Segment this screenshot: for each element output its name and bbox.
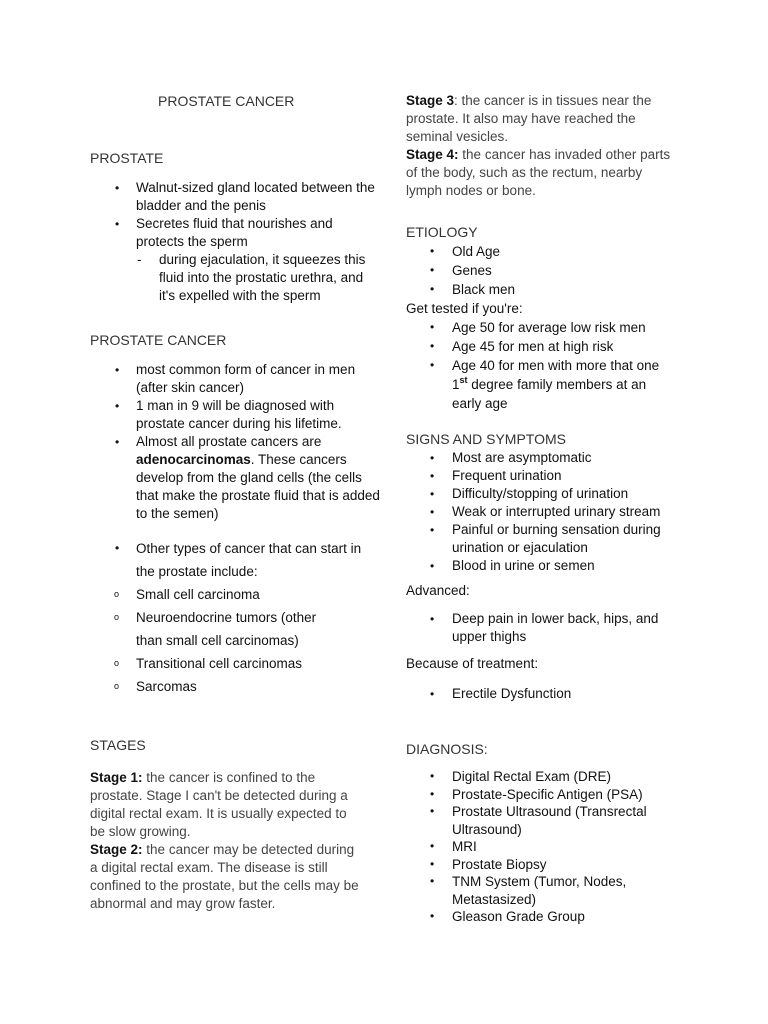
- item-text: Age 40 for men with more that one 1: [452, 358, 660, 392]
- stages-continued: [406, 92, 681, 200]
- list-item: • Age 50 for average low risk men: [406, 318, 696, 337]
- stage-1: [90, 769, 365, 841]
- treatment-label: Because of treatment:: [406, 656, 539, 671]
- stage-4-text: the cancer has invaded other parts of the body, such as the rectum, nearby lymph nodes or bone.: [406, 147, 671, 198]
- stage-2: [90, 841, 365, 913]
- stage-2-label: Stage 2:: [90, 842, 143, 857]
- advanced-label: Advanced:: [406, 583, 470, 598]
- get-tested-label: Get tested if you're:: [406, 301, 523, 316]
- diagnosis-list: [406, 768, 681, 926]
- item-text: . These cancers develop from the gland cells (the cells that make the prostate fluid that is added to the semen): [136, 452, 380, 521]
- list-item: o Sarcomas: [91, 675, 381, 698]
- treatment-list: [406, 685, 681, 703]
- list-item: • 1 man in 9 will be diagnosed with prostate cancer during his lifetime.: [91, 397, 381, 433]
- stage-4-label: Stage 4:: [406, 147, 459, 162]
- signs-heading: SIGNS AND SYMPTOMS: [406, 431, 566, 447]
- list-item: • Old Age: [406, 242, 696, 261]
- list-item: • Prostate Ultrasound (Transrectal Ultrasound): [406, 803, 681, 838]
- list-item: • Blood in urine or semen: [406, 557, 681, 575]
- diagnosis-heading: DIAGNOSIS:: [406, 741, 488, 757]
- list-item: • Erectile Dysfunction: [406, 685, 681, 703]
- list-item: • Walnut-sized gland located between the bladder and the penis: [91, 179, 381, 215]
- stage-3-text: : the cancer is in tissues near the prostate. It also may have reached the seminal vesicles.: [406, 93, 652, 144]
- list-item: • TNM System (Tumor, Nodes, Metastasized): [406, 873, 681, 908]
- list-item: o Transitional cell carcinomas: [91, 652, 381, 675]
- list-item: • Painful or burning sensation during urination or ejaculation: [406, 521, 681, 557]
- advanced-list: [406, 610, 681, 646]
- list-item: • MRI: [406, 838, 681, 856]
- list-item: • Age 45 for men at high risk: [406, 337, 696, 356]
- superscript: st: [459, 375, 468, 385]
- stage-2-text: the cancer may be detected during a digital rectal exam. The disease is still confined to the prostate, but the cells may be abnormal and may grow faster.: [90, 842, 359, 911]
- stages-heading: STAGES: [90, 737, 146, 753]
- list-item: • Difficulty/stopping of urination: [406, 485, 681, 503]
- stage-3-label: Stage 3: [406, 93, 455, 108]
- stages-text: [90, 769, 365, 913]
- list-item: • most common form of cancer in men (after skin cancer): [91, 361, 381, 397]
- item-text: Almost all prostate cancers are: [136, 434, 322, 449]
- adenocarcinomas-term: adenocarcinomas: [136, 452, 251, 467]
- list-item: • Black men: [406, 280, 696, 299]
- etiology-list: [406, 242, 696, 413]
- prostate-cancer-list: [91, 361, 381, 698]
- prostate-cancer-heading: PROSTATE CANCER: [90, 332, 227, 348]
- list-item: [91, 433, 381, 523]
- list-item: • Gleason Grade Group: [406, 908, 681, 926]
- stage-1-text: the cancer is confined to the prostate. Stage I can't be detected during a digital rectal exam. It is usually expected to be slow growing.: [90, 770, 348, 839]
- etiology-heading: ETIOLOGY: [406, 224, 478, 240]
- sub-list-item: - during ejaculation, it squeezes this fluid into the prostatic urethra, and it's expelled with the sperm: [91, 251, 381, 305]
- list-item: • Genes: [406, 261, 696, 280]
- list-item: • Digital Rectal Exam (DRE): [406, 768, 681, 786]
- stage-3: [406, 92, 681, 146]
- list-item: • Frequent urination: [406, 467, 681, 485]
- list-item: [406, 356, 676, 413]
- list-item: • Deep pain in lower back, hips, and upper thighs: [406, 610, 681, 646]
- page-title: PROSTATE CANCER: [158, 93, 295, 109]
- prostate-list: [91, 179, 381, 305]
- list-item: • Most are asymptomatic: [406, 449, 681, 467]
- list-item: • Other types of cancer that can start in the prostate include:: [91, 537, 381, 583]
- signs-list: [406, 449, 681, 575]
- list-item: o Neuroendocrine tumors (other than small cell carcinomas): [91, 606, 326, 652]
- list-item: • Prostate Biopsy: [406, 856, 681, 874]
- list-item: o Small cell carcinoma: [91, 583, 381, 606]
- item-text: degree family members at an early age: [452, 377, 647, 411]
- list-item: • Secretes fluid that nourishes and protects the sperm: [91, 215, 381, 251]
- list-item: • Weak or interrupted urinary stream: [406, 503, 681, 521]
- list-item: • Prostate-Specific Antigen (PSA): [406, 786, 681, 804]
- prostate-heading: PROSTATE: [90, 150, 164, 166]
- stage-4: [406, 146, 681, 200]
- stage-1-label: Stage 1:: [90, 770, 143, 785]
